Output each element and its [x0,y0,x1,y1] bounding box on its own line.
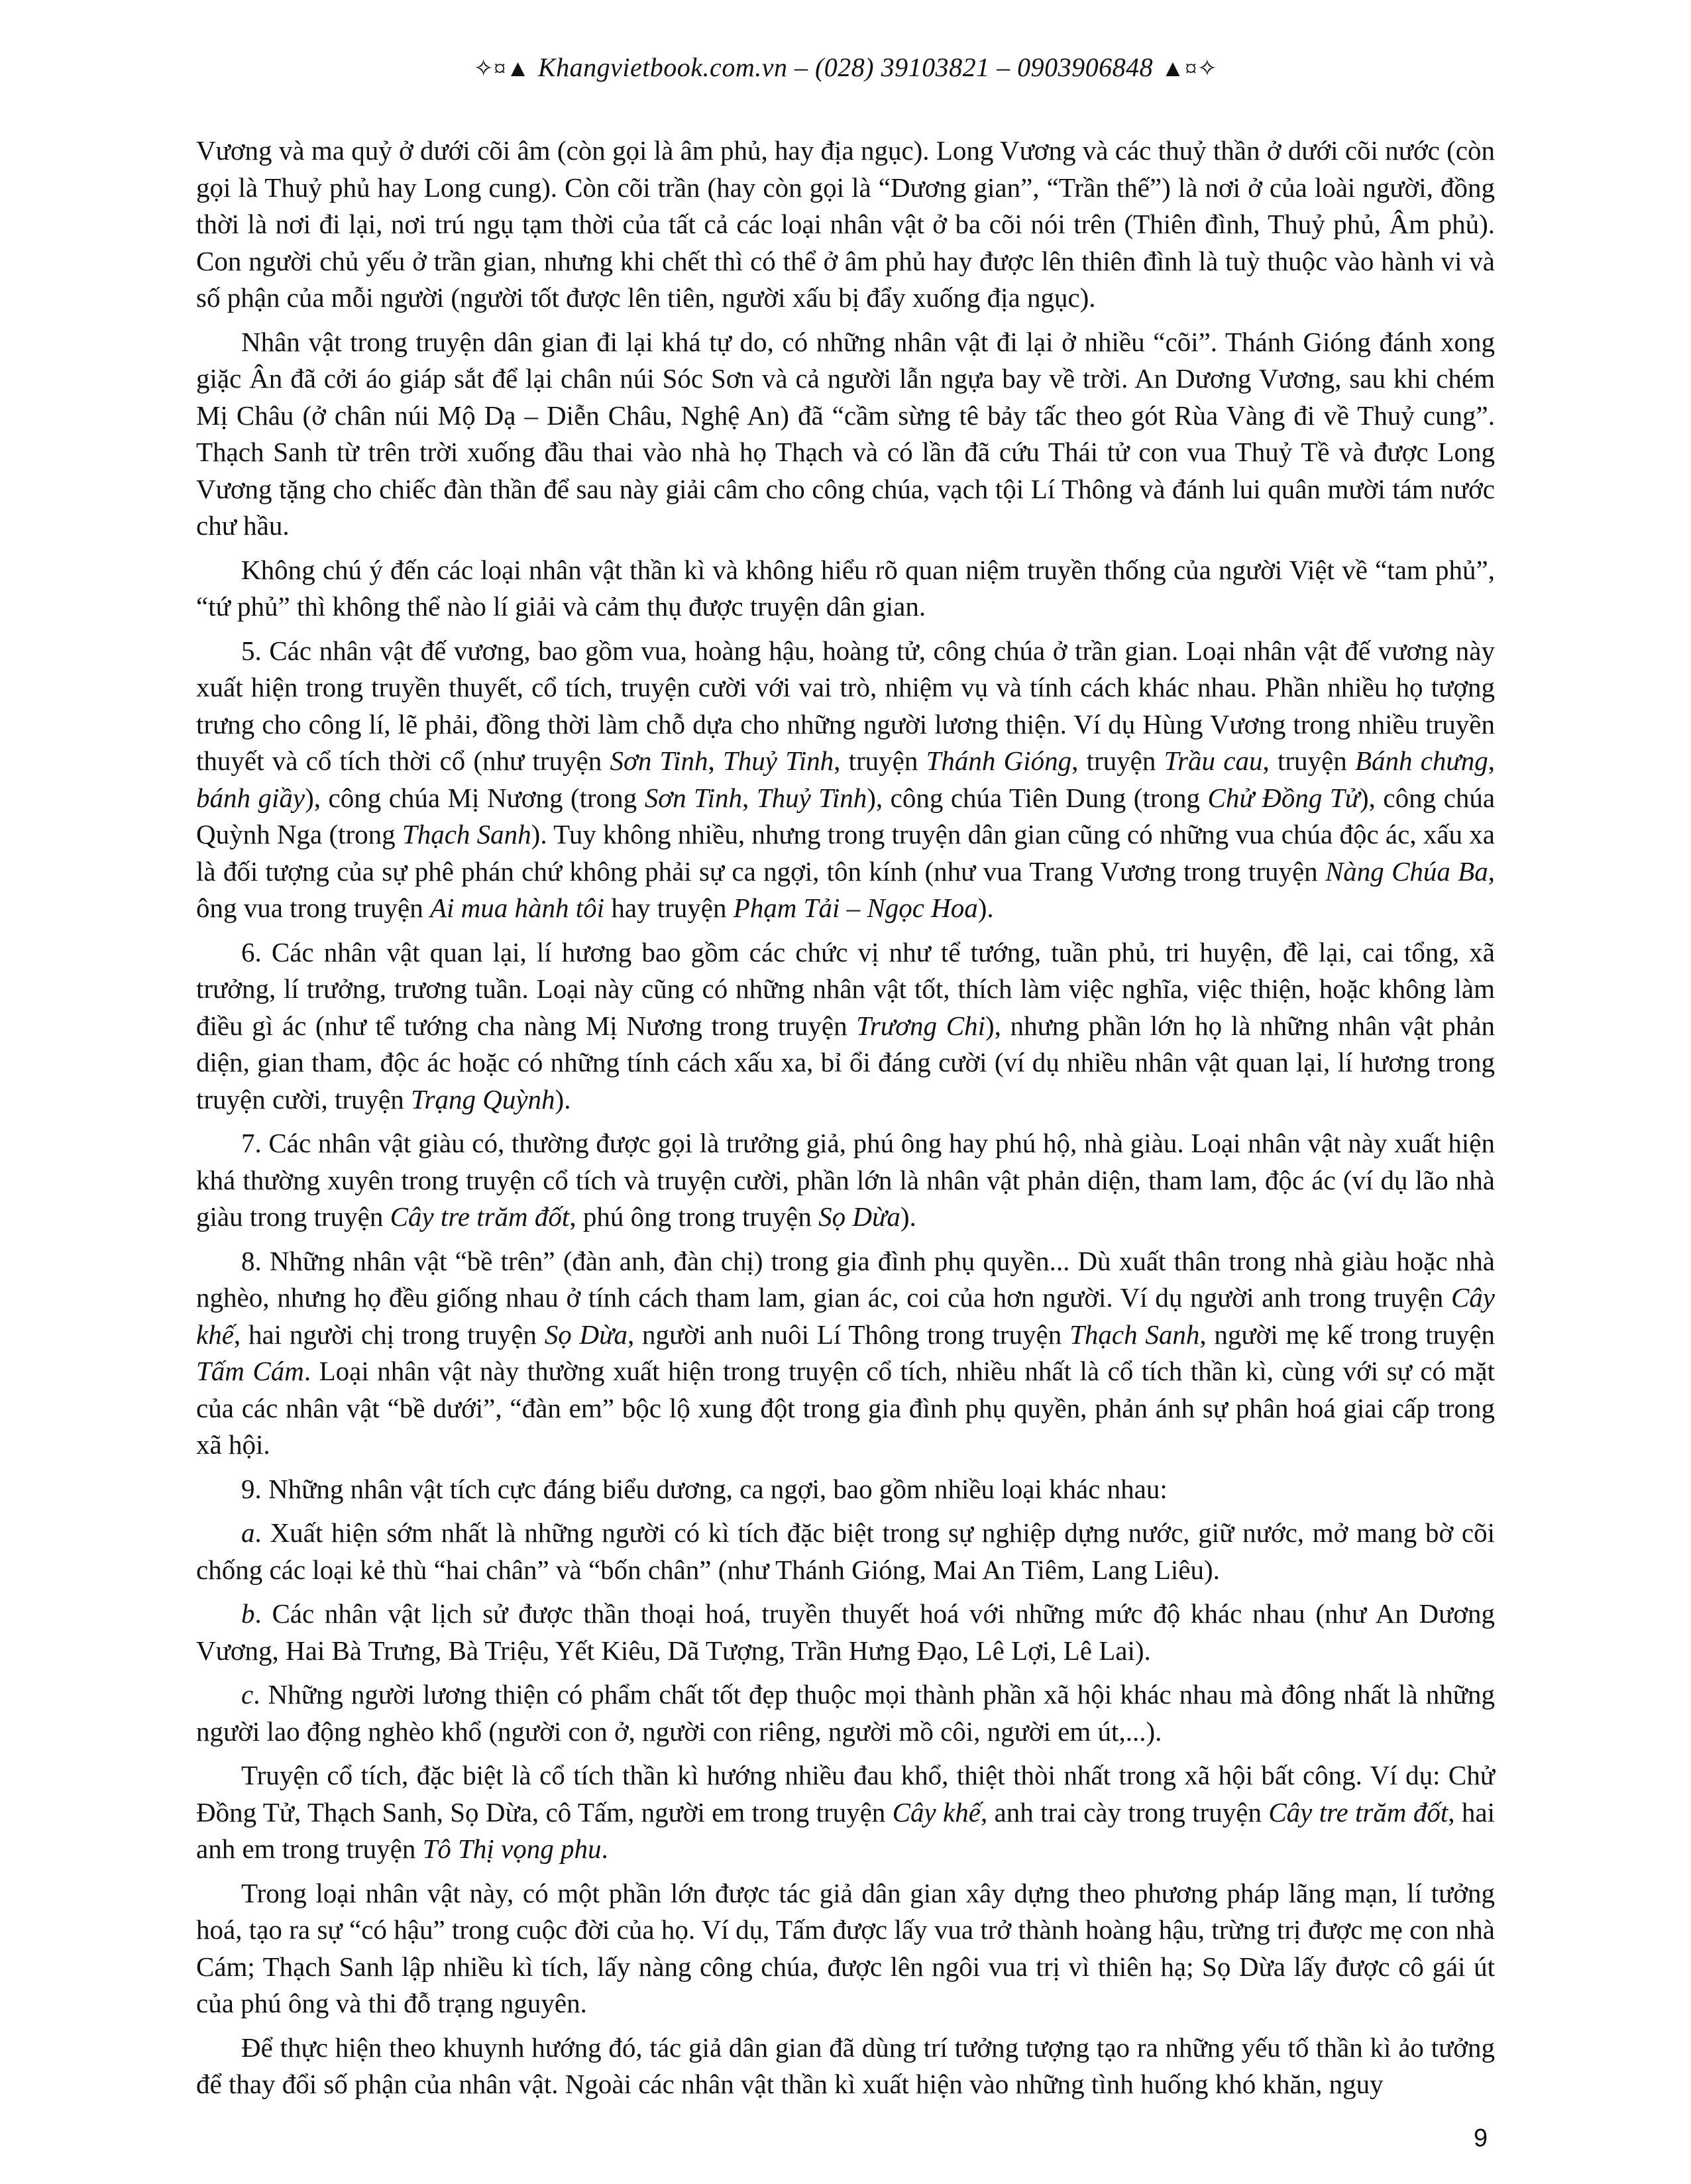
text-run: 5. Các nhân vật đế vương, bao gồm vua, hoàng hậu, hoàng tử, công chúa ở trần gian. Loại nhân vật đế vương này xuất hiện trong truyền thuyết, cổ tích, truyện cười với vai trò, nhiệm vụ và tính cách khác nhau. Phần nhiều họ tượng trưng cho công lí, lẽ phải, đồng thời làm chỗ dựa cho những người lương thiện. Ví dụ Hùng Vương trong nhiều truyền thuyết và cổ tích thời cổ (như truyện [196,635,1495,776]
italic-text: bánh giầy [196,782,305,813]
italic-text: Cây tre trăm đốt [1268,1796,1448,1828]
header-text: Khangvietbook.com.vn – (028) 39103821 – 0903906848 [537,52,1154,82]
text-run: , hai anh em trong truyện [196,1796,1495,1864]
text-run: Nhân vật trong truyện dân gian đi lại khá tự do, có những nhân vật đi lại ở nhiều “cõi”. Thánh Gióng đánh xong giặc Ân đã cởi áo giáp sắt để lại chân núi Sóc Sơn và cả người lẫn ngựa bay về trời. An Dương Vương, sau khi chém Mị Châu (ở chân núi Mộ Dạ – Diễn Châu, Nghệ An) đã “cầm sừng tê bảy tấc theo gót Rùa Vàng đi về Thuỷ cung”. Thạch Sanh từ trên trời xuống đầu thai vào nhà họ Thạch và có lần đã cứu Thái tử con vua Thuỷ Tề và được Long Vương tặng cho chiếc đàn thần để sau này giải câm cho công chúa, vạch tội Lí Thông và đánh lui quân mười tám nước chư hầu. [196,326,1495,541]
italic-text: Phạm Tải – Ngọc Hoa [733,893,978,923]
text-run: , người mẹ kế trong truyện [1199,1319,1495,1350]
text-run: ), nhưng phần lớn họ là những nhân vật phản diện, gian tham, độc ác hoặc có những tính cách xấu xa, bỉ ổi đáng cười (ví dụ nhiều nhân vật quan lại, lí hương trong truyện cười, truyện [196,1010,1495,1115]
text-run: . Xuất hiện sớm nhất là những người có kì tích đặc biệt trong sự nghiệp dựng nước, giữ nước, mở mang bờ cõi chống các loại kẻ thù “hai chân” và “bốn chân” (như Thánh Gióng, Mai An Tiêm, Lang Liêu). [196,1517,1495,1585]
text-run: , hai người chị trong truyện [233,1319,545,1350]
italic-text: Trầu cau [1164,745,1263,776]
paragraph [196,2030,1495,2103]
paragraph [196,133,1495,317]
text-run: . [601,1833,608,1864]
paragraph [196,552,1495,626]
text-run: Không chú ý đến các loại nhân vật thần kì và không hiểu rõ quan niệm truyền thống của người Việt về “tam phủ”, “tứ phủ” thì không thể nào lí giải và cảm thụ được truyện dân gian. [196,554,1495,622]
text-run: , [1488,745,1496,776]
italic-text: Thuỷ Tinh [722,745,834,776]
italic-text: Thạch Sanh [1069,1319,1200,1350]
text-run: ). [555,1083,571,1115]
text-run: ). Tuy không nhiều, nhưng trong truyện dân gian cũng có những vua chúa độc ác, xấu xa là đối tượng của sự phê phán chứ không phải sự ca ngợi, tôn kính (như vua Trang Vương trong truyện [196,819,1495,887]
text-run: hay truyện [604,893,734,923]
italic-text: Chử Đồng Tử [1207,782,1360,813]
italic-text: Thánh Gióng [926,745,1072,776]
text-run: . Những người lương thiện có phẩm chất tốt đẹp thuộc mọi thành phần xã hội khác nhau mà đông nhất là những người lao động nghèo khổ (người con ở, người con riêng, người mồ côi, người em út,...). [196,1679,1495,1747]
italic-text: Sơn Tinh [644,782,743,813]
text-run: , [708,745,723,776]
paragraph [196,1515,1495,1588]
italic-text: Sọ Dừa [818,1201,900,1232]
text-run: 8. Những nhân vật “bề trên” (đàn anh, đàn chị) trong gia đình phụ quyền... Dù xuất thân trong nhà giàu hoặc nhà nghèo, nhưng họ đều giống nhau ở tính cách tham lam, gian ác, coi của hơn người. Ví dụ người anh trong truyện [196,1245,1495,1313]
text-run: , [742,782,757,813]
text-run: ), công chúa Quỳnh Nga (trong [196,782,1496,849]
italic-text: Sọ Dừa [544,1319,627,1350]
text-run: 9. Những nhân vật tích cực đáng biểu dương, ca ngợi, bao gồm nhiều loại khác nhau: [241,1473,1168,1504]
italic-text: Trương Chi [856,1010,985,1041]
body-text [196,133,1495,2110]
paragraph [196,1676,1495,1750]
text-run: Vương và ma quỷ ở dưới cõi âm (còn gọi là âm phủ, hay địa ngục). Long Vương và các thuỷ thần ở dưới cõi nước (còn gọi là Thuỷ phủ hay Long cung). Còn cõi trần (hay còn gọi là “Dương gian”, “Trần thế”) là nơi ở của loài người, đồng thời là nơi đi lại, nơi trú ngụ tạm thời của tất cả các loại nhân vật ở ba cõi nói trên (Thiên đình, Thuỷ phủ, Âm phủ). Con người chủ yếu ở trần gian, nhưng khi chết thì có thể ở âm phủ hay được lên thiên đình là tuỳ thuộc vào hành vi và số phận của mỗi người (người tốt được lên tiên, người xấu bị đẩy xuống địa ngục). [196,135,1495,313]
text-run: ). [977,893,994,923]
italic-text: Thuỷ Tinh [756,782,867,813]
paragraph [196,633,1495,927]
text-run: , truyện [1071,745,1164,776]
italic-text: Cây khế [892,1796,981,1828]
text-run: 7. Các nhân vật giàu có, thường được gọi là trưởng giả, phú ông hay phú hộ, nhà giàu. Loại nhân vật này xuất hiện khá thường xuyên trong truyện cổ tích và truyện cười, phần lớn là nhân vật phản diện, tham lam, độc ác (ví dụ lão nhà giàu trong truyện [196,1128,1495,1232]
text-run: ). [900,1201,916,1232]
text-run: , anh trai cày trong truyện [980,1796,1269,1828]
italic-text: Sơn Tinh [610,745,708,776]
paragraph [196,1757,1495,1868]
paragraph [196,1125,1495,1236]
italic-text: Thạch Sanh [402,819,531,849]
italic-text: Bánh chưng [1354,745,1488,776]
italic-text: Cây khế [196,1282,1495,1350]
paragraph [196,1243,1495,1464]
text-run: 6. Các nhân vật quan lại, lí hương bao gồm các chức vị như tể tướng, tuần phủ, tri huyện, đề lại, cai tổng, xã trưởng, lí trưởng, trương tuần. Loại này cũng có những nhân vật tốt, thích làm việc nghĩa, việc thiện, hoặc không làm điều gì ác (như tể tướng cha nàng Mị Nương trong truyện [196,936,1495,1041]
italic-text: a [241,1517,255,1548]
italic-text: Trạng Quỳnh [410,1083,555,1115]
text-run: , ông vua trong truyện [196,855,1495,923]
italic-text: Cây tre trăm đốt [390,1201,570,1232]
text-run: ), công chúa Mị Nương (trong [305,782,645,813]
italic-text: Tô Thị vọng phu [422,1833,602,1864]
text-run: Để thực hiện theo khuynh hướng đó, tác giả dân gian đã dùng trí tưởng tượng tạo ra những yếu tố thần kì ảo tưởng để thay đổi số phận của nhân vật. Ngoài các nhân vật thần kì xuất hiện vào những tình huống khó khăn, nguy [196,2032,1495,2099]
italic-text: b [241,1598,255,1629]
right-ornament-icon: ▲¤✧ [1161,55,1218,82]
text-run: , người anh nuôi Lí Thông trong truyện [627,1319,1070,1350]
text-run: , phú ông trong truyện [569,1201,819,1232]
paragraph [196,324,1495,545]
text-run: ), công chúa Tiên Dung (trong [867,782,1208,813]
text-run: . Các nhân vật lịch sử được thần thoại hoá, truyền thuyết hoá với những mức độ khác nhau (như An Dương Vương, Hai Bà Trưng, Bà Triệu, Yết Kiêu, Dã Tượng, Trần Hưng Đạo, Lê Lợi, Lê Lai). [196,1598,1495,1666]
text-run: , truyện [834,745,926,776]
text-run: , truyện [1262,745,1355,776]
left-ornament-icon: ✧¤▲ [473,55,530,82]
italic-text: Nàng Chúa Ba [1325,855,1488,887]
text-run: . Loại nhân vật này thường xuất hiện trong truyện cổ tích, nhiều nhất là cổ tích thần kì, cùng với sự có mặt của các nhân vật “bề dưới”, “đàn em” bộc lộ xung đột trong gia đình phụ quyền, phản ánh sự phân hoá giai cấp trong xã hội. [196,1356,1495,1460]
page-number: 9 [1474,2124,1488,2152]
text-run: Truyện cổ tích, đặc biệt là cổ tích thần kì hướng nhiều đau khổ, thiệt thòi nhất trong xã hội bất công. Ví dụ: Chử Đồng Tử, Thạch Sanh, Sọ Dừa, cô Tấm, người em trong truyện [196,1760,1495,1828]
paragraph [196,1875,1495,2022]
italic-text: Ai mua hành tôi [429,893,605,923]
paragraph [196,934,1495,1119]
italic-text: Tấm Cám [196,1356,304,1386]
italic-text: c [241,1679,254,1710]
paragraph [196,1471,1495,1508]
paragraph [196,1596,1495,1669]
text-run: Trong loại nhân vật này, có một phần lớn được tác giả dân gian xây dựng theo phương pháp lãng mạn, lí tưởng hoá, tạo ra sự “có hậu” trong cuộc đời của họ. Ví dụ, Tấm được lấy vua trở thành hoàng hậu, trừng trị được mẹ con nhà Cám; Thạch Sanh lập nhiều kì tích, lấy nàng công chúa, được lên ngôi vua trị vì thiên hạ; Sọ Dừa lấy được cô gái út của phú ông và thi đỗ trạng nguyên. [196,1877,1495,2018]
page-header [0,52,1691,83]
